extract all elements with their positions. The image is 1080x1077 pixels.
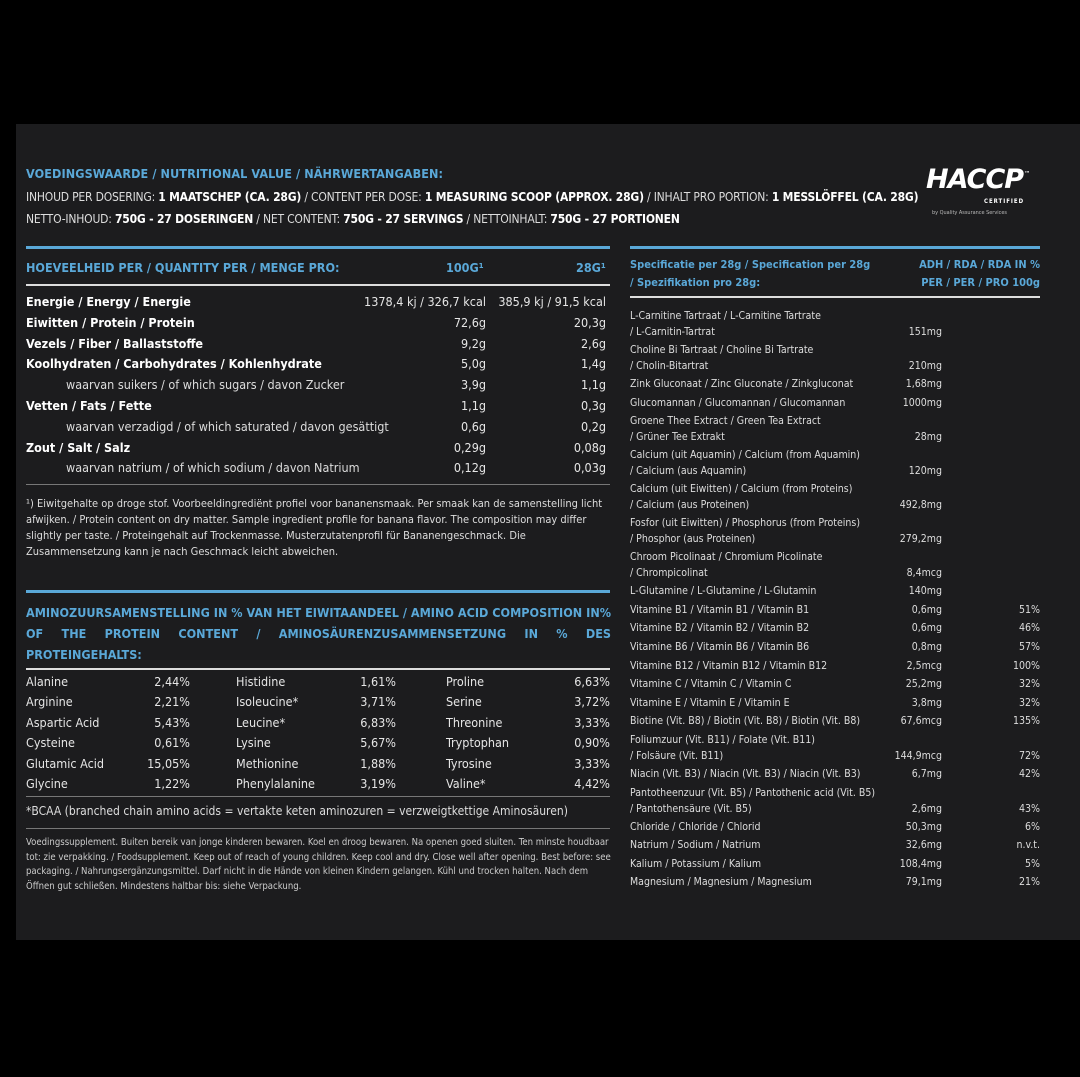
spec-amount: 67,6mcg bbox=[900, 715, 942, 728]
spec-rda-percent: 72% bbox=[1019, 750, 1040, 762]
amino-acid-name: Glycine bbox=[26, 776, 68, 791]
spec-amount: 2,5mcg bbox=[906, 659, 942, 672]
amino-acid-name: Valine* bbox=[446, 776, 486, 791]
spec-amount: 3,8mg bbox=[911, 696, 942, 709]
value-per-100g: 9,2g bbox=[460, 335, 486, 351]
footnote: ¹) Eiwitgehalte op droge stof. Voorbeeldingrediënt profiel voor bananensmaak. Per smaak kan de samenstelling licht afwijken. / Protein content on dry matter. Sample ingredient profile for banana flavor. The composition may differ slightly per taste. / Proteingehalt auf Trockenmasse. Musterzutatenprofil für Bananengeschmack. Die Zusammensetzung kann je nach Geschmack leicht abweichen. bbox=[26, 497, 603, 558]
divider bbox=[630, 246, 1040, 249]
per-100g-header: 100G¹ bbox=[446, 260, 484, 275]
spec-name-cont: / Folsäure (Vit. B11) bbox=[630, 750, 724, 762]
spec-amount: 210mg bbox=[908, 360, 942, 372]
value-per-100g: 5,0g bbox=[460, 356, 486, 372]
spec-row bbox=[630, 551, 1040, 585]
spec-rda-percent: 100% bbox=[1012, 659, 1040, 672]
amino-acid-name: Isoleucine* bbox=[236, 694, 299, 710]
spec-amount: 0,6mg bbox=[911, 603, 942, 616]
spec-name: Vitamine B12 / Vitamin B12 / Vitamin B12 bbox=[630, 659, 828, 672]
nutrient-name: Eiwitten / Protein / Protein bbox=[26, 314, 195, 330]
spec-name-cont: / Calcium (aus Proteinen) bbox=[630, 499, 750, 512]
amino-acid-value: 1,22% bbox=[154, 776, 190, 791]
amino-acid-name: Methionine bbox=[236, 755, 299, 771]
spec-row bbox=[630, 839, 1040, 858]
supplement-fineprint: Voedingssupplement. Buiten bereik van jonge kinderen bewaren. Koel en droog bewaren. Na openen goed sluiten. Ten minste houdbaar tot: zie verpakking. / Foodsupplement. Keep out of reach of young children. Keep cool and dry. Close well after opening. Best before: see packaging. / Nahrungsergänzungsmittel. Darf nicht in die Hände von kleinen Kindern gelangen. Kühl und trocken halten. Nach dem Öffnen gut schließen. Mindestens haltbar bis: siehe Verpackung. bbox=[26, 837, 611, 892]
spec-name: Calcium (uit Eiwitten) / Calcium (from Proteins) bbox=[630, 483, 853, 496]
per-28g-header: 28G¹ bbox=[576, 260, 606, 275]
spec-row bbox=[630, 397, 1040, 416]
haccp-certified-logo: HACCP ™ CERTIFIED by Quality Assurance Services bbox=[926, 164, 1031, 216]
spec-row bbox=[630, 768, 1040, 787]
spec-name: Glucomannan / Glucomannan / Glucomannan bbox=[630, 396, 846, 409]
spec-name: Pantotheenzuur (Vit. B5) / Pantothenic acid (Vit. B5) bbox=[630, 786, 876, 799]
divider bbox=[26, 668, 610, 670]
amino-acid-value: 0,61% bbox=[154, 735, 190, 751]
amino-acid-value: 4,42% bbox=[574, 776, 610, 791]
spec-rda-percent: 21% bbox=[1019, 876, 1040, 889]
spec-row bbox=[630, 483, 1040, 517]
amino-acid-title: AMINOZUURSAMENSTELLING IN % VAN HET EIWITAANDEEL / AMINO ACID COMPOSITION IN% OF THE PROTEIN CONTENT / AMINOSÄURENZUSAMMENSETZUNG IN % DES PROTEINGEHALTS: bbox=[26, 605, 611, 662]
spec-rda-percent: 6% bbox=[1025, 820, 1040, 833]
spec-row bbox=[630, 517, 1040, 551]
value-per-28g: 20,3g bbox=[573, 314, 606, 330]
value-per-100g: 1378,4 kj / 326,7 kcal bbox=[364, 294, 486, 309]
spec-rda-percent: 51% bbox=[1019, 603, 1040, 616]
spec-name-cont: / Phosphor (aus Proteinen) bbox=[630, 533, 756, 546]
amino-acid-value: 2,44% bbox=[154, 674, 190, 689]
nutrient-name: Zout / Salt / Salz bbox=[26, 439, 131, 455]
divider bbox=[26, 796, 610, 797]
spec-name: Vitamine B2 / Vitamin B2 / Vitamin B2 bbox=[630, 622, 810, 635]
nutrient-name: waarvan suikers / of which sugars / davon Zucker bbox=[66, 377, 345, 393]
bcaa-note: *BCAA (branched chain amino acids = vertakte keten aminozuren = verzweigtkettige Aminosäuren) bbox=[26, 804, 568, 818]
nutrition-label-panel bbox=[16, 124, 1080, 940]
spec-row bbox=[630, 697, 1040, 716]
spec-row bbox=[630, 821, 1040, 840]
spec-amount: 144,9mcg bbox=[894, 750, 942, 762]
spec-name: Kalium / Potassium / Kalium bbox=[630, 857, 762, 870]
spec-amount: 28mg bbox=[914, 431, 942, 444]
spec-row bbox=[630, 449, 1040, 483]
amino-acid-name: Arginine bbox=[26, 694, 73, 710]
spec-row bbox=[630, 378, 1040, 397]
quantity-header: HOEVEELHEID PER / QUANTITY PER / MENGE PRO: bbox=[26, 260, 340, 275]
spec-name: L-Glutamine / L-Glutamine / L-Glutamin bbox=[630, 585, 817, 598]
spec-row bbox=[630, 344, 1040, 378]
spec-amount: 151mg bbox=[908, 326, 942, 338]
spec-amount: 79,1mg bbox=[905, 876, 942, 889]
spec-name: Natrium / Sodium / Natrium bbox=[630, 839, 761, 852]
spec-amount: 492,8mg bbox=[899, 499, 942, 512]
spec-amount: 1,68mg bbox=[905, 378, 942, 390]
nutrition-row bbox=[26, 419, 606, 439]
spec-name: Vitamine C / Vitamin C / Vitamin C bbox=[630, 678, 792, 691]
amino-acid-value: 6,63% bbox=[574, 674, 610, 689]
value-per-28g: 385,9 kj / 91,5 kcal bbox=[498, 294, 606, 309]
nutrition-row bbox=[26, 336, 606, 356]
rda-header-1: ADH / RDA / RDA IN % bbox=[919, 258, 1040, 271]
amino-acid-name: Lysine bbox=[236, 735, 271, 751]
spec-name: Vitamine E / Vitamin E / Vitamin E bbox=[630, 696, 790, 709]
spec-amount: 140mg bbox=[908, 585, 942, 598]
nutrition-row bbox=[26, 356, 606, 376]
amino-acid-name: Proline bbox=[446, 674, 485, 689]
nutrient-name: Energie / Energy / Energie bbox=[26, 294, 191, 309]
spec-rda-percent: 42% bbox=[1019, 768, 1040, 780]
spec-name-cont: / Grüner Tee Extrakt bbox=[630, 431, 725, 444]
divider bbox=[26, 246, 610, 249]
spec-rda-percent: 32% bbox=[1019, 696, 1040, 709]
spec-name: Foliumzuur (Vit. B11) / Folate (Vit. B11) bbox=[630, 734, 815, 746]
spec-row bbox=[630, 585, 1040, 604]
amino-acid-value: 2,21% bbox=[154, 694, 190, 710]
amino-acid-value: 0,90% bbox=[574, 735, 610, 751]
spec-row bbox=[630, 415, 1040, 449]
amino-acid-name: Glutamic Acid bbox=[26, 755, 105, 771]
spec-amount: 120mg bbox=[908, 465, 942, 478]
spec-name: Fosfor (uit Eiwitten) / Phosphorus (from Proteins) bbox=[630, 517, 861, 530]
spec-rda-percent: n.v.t. bbox=[1016, 839, 1040, 852]
amino-acid-name: Aspartic Acid bbox=[26, 714, 100, 730]
spec-row bbox=[630, 876, 1040, 895]
amino-acid-value: 3,33% bbox=[574, 755, 610, 771]
amino-acid-value: 5,43% bbox=[154, 714, 190, 730]
spec-rda-percent: 32% bbox=[1019, 678, 1040, 691]
spec-amount: 32,6mg bbox=[905, 839, 942, 852]
nutrition-title: VOEDINGSWAARDE / NUTRITIONAL VALUE / NÄHRWERTANGABEN: bbox=[26, 166, 444, 181]
divider bbox=[26, 828, 610, 829]
amino-acid-value: 6,83% bbox=[360, 714, 396, 730]
nutrition-row bbox=[26, 440, 606, 460]
spec-name: Biotine (Vit. B8) / Biotin (Vit. B8) / Biotin (Vit. B8) bbox=[630, 715, 861, 728]
spec-rda-percent: 135% bbox=[1012, 715, 1040, 728]
amino-acid-value: 3,71% bbox=[360, 694, 396, 710]
value-per-28g: 0,2g bbox=[580, 418, 606, 434]
spec-row bbox=[630, 787, 1040, 821]
spec-name-cont: / Calcium (aus Aquamin) bbox=[630, 465, 747, 478]
spec-name: Vitamine B6 / Vitamin B6 / Vitamin B6 bbox=[630, 641, 810, 653]
spec-amount: 108,4mg bbox=[899, 857, 942, 870]
value-per-28g: 1,1g bbox=[580, 377, 606, 393]
spec-name-cont: / Chrompicolinat bbox=[630, 567, 708, 580]
amino-acid-name: Phenylalanine bbox=[236, 776, 315, 791]
nutrient-name: Vetten / Fats / Fette bbox=[26, 398, 152, 413]
spec-row bbox=[630, 660, 1040, 679]
nutrient-name: Vezels / Fiber / Ballaststoffe bbox=[26, 335, 204, 351]
spec-name: Chloride / Chloride / Chlorid bbox=[630, 820, 761, 833]
amino-acid-name: Alanine bbox=[26, 674, 69, 689]
amino-acid-value: 1,88% bbox=[360, 755, 396, 771]
spec-name-cont: / Pantothensäure (Vit. B5) bbox=[630, 802, 752, 815]
spec-amount: 2,6mg bbox=[911, 802, 942, 815]
amino-acid-name: Cysteine bbox=[26, 735, 75, 751]
spec-row bbox=[630, 641, 1040, 660]
spec-name: Zink Gluconaat / Zinc Gluconate / Zinkgluconat bbox=[630, 378, 854, 390]
amino-acid-value: 15,05% bbox=[147, 755, 190, 771]
amino-acid-value: 3,33% bbox=[574, 714, 610, 730]
spec-rda-percent: 46% bbox=[1019, 622, 1040, 635]
spec-name: Magnesium / Magnesium / Magnesium bbox=[630, 876, 812, 889]
spec-name: Vitamine B1 / Vitamin B1 / Vitamin B1 bbox=[630, 603, 810, 616]
spec-name: Choline Bi Tartraat / Choline Bi Tartrate bbox=[630, 344, 814, 356]
dose-line: INHOUD PER DOSERING: 1 MAATSCHEP (CA. 28G) / CONTENT PER DOSE: 1 MEASURING SCOOP (APPROX. 28G) / INHALT PRO PORTION: 1 MESSLÖFFEL (CA. 28G) bbox=[26, 190, 919, 204]
divider bbox=[26, 284, 610, 286]
spec-amount: 0,6mg bbox=[911, 622, 942, 635]
spec-amount: 279,2mg bbox=[899, 533, 942, 546]
amino-acid-name: Serine bbox=[446, 694, 482, 710]
nutrient-name: waarvan natrium / of which sodium / davon Natrium bbox=[66, 460, 360, 476]
spec-amount: 8,4mcg bbox=[906, 567, 942, 580]
spec-name: Niacin (Vit. B3) / Niacin (Vit. B3) / Niacin (Vit. B3) bbox=[630, 768, 861, 780]
spec-header-1: Specificatie per 28g / Specification per 28g bbox=[630, 258, 871, 271]
nutrition-row bbox=[26, 315, 606, 335]
divider bbox=[26, 590, 610, 593]
spec-amount: 25,2mg bbox=[905, 678, 942, 691]
spec-row bbox=[630, 715, 1040, 734]
spec-amount: 1000mg bbox=[902, 396, 942, 409]
spec-amount: 6,7mg bbox=[911, 768, 942, 780]
nutrition-row bbox=[26, 377, 606, 397]
spec-rda-percent: 43% bbox=[1019, 802, 1040, 815]
value-per-28g: 1,4g bbox=[580, 356, 606, 372]
spec-row bbox=[630, 604, 1040, 623]
spec-header-2: / Spezifikation pro 28g: bbox=[630, 276, 761, 289]
value-per-100g: 0,6g bbox=[460, 418, 486, 434]
value-per-28g: 2,6g bbox=[580, 335, 606, 351]
amino-acid-value: 1,61% bbox=[360, 674, 396, 689]
spec-name: Calcium (uit Aquamin) / Calcium (from Aquamin) bbox=[630, 449, 860, 462]
value-per-100g: 72,6g bbox=[453, 314, 486, 330]
spec-row bbox=[630, 858, 1040, 877]
amino-acid-name: Histidine bbox=[236, 674, 286, 689]
spec-rda-percent: 57% bbox=[1019, 641, 1040, 653]
spec-name-cont: / L-Carnitin-Tartrat bbox=[630, 326, 715, 338]
rda-header-2: PER / PER / PRO 100g bbox=[921, 276, 1040, 289]
spec-row bbox=[630, 622, 1040, 641]
value-per-28g: 0,03g bbox=[573, 460, 606, 476]
divider bbox=[26, 484, 610, 485]
spec-rda-percent: 5% bbox=[1025, 857, 1040, 870]
spec-row bbox=[630, 678, 1040, 697]
amino-acid-name: Threonine bbox=[446, 714, 503, 730]
nutrient-name: waarvan verzadigd / of which saturated / davon gesättigt bbox=[66, 418, 389, 434]
spec-name: Chroom Picolinaat / Chromium Picolinate bbox=[630, 551, 823, 564]
amino-acid-value: 3,19% bbox=[360, 776, 396, 791]
nutrition-row bbox=[26, 398, 606, 418]
nutrition-row bbox=[26, 294, 606, 314]
amino-acid-name: Tryptophan bbox=[446, 735, 510, 751]
spec-amount: 50,3mg bbox=[905, 820, 942, 833]
spec-amount: 0,8mg bbox=[911, 641, 942, 653]
spec-row bbox=[630, 734, 1040, 768]
nutrition-row bbox=[26, 460, 606, 480]
spec-name-cont: / Cholin-Bitartrat bbox=[630, 360, 709, 372]
value-per-100g: 0,29g bbox=[453, 439, 486, 455]
nutrient-name: Koolhydraten / Carbohydrates / Kohlenhydrate bbox=[26, 356, 322, 372]
value-per-100g: 0,12g bbox=[453, 460, 486, 476]
amino-acid-name: Leucine* bbox=[236, 714, 286, 730]
value-per-28g: 0,08g bbox=[573, 439, 606, 455]
amino-acid-name: Tyrosine bbox=[446, 755, 492, 771]
spec-row bbox=[630, 310, 1040, 344]
value-per-100g: 1,1g bbox=[460, 398, 486, 413]
amino-acid-value: 5,67% bbox=[360, 735, 396, 751]
amino-acid-value: 3,72% bbox=[574, 694, 610, 710]
value-per-28g: 0,3g bbox=[580, 398, 606, 413]
spec-name: L-Carnitine Tartraat / L-Carnitine Tartrate bbox=[630, 310, 821, 322]
divider bbox=[630, 296, 1040, 298]
value-per-100g: 3,9g bbox=[460, 377, 486, 393]
net-content-line: NETTO-INHOUD: 750G - 27 DOSERINGEN / NET CONTENT: 750G - 27 SERVINGS / NETTOINHALT: 750G - 27 PORTIONEN bbox=[26, 212, 680, 226]
spec-name: Groene Thee Extract / Green Tea Extract bbox=[630, 415, 821, 428]
